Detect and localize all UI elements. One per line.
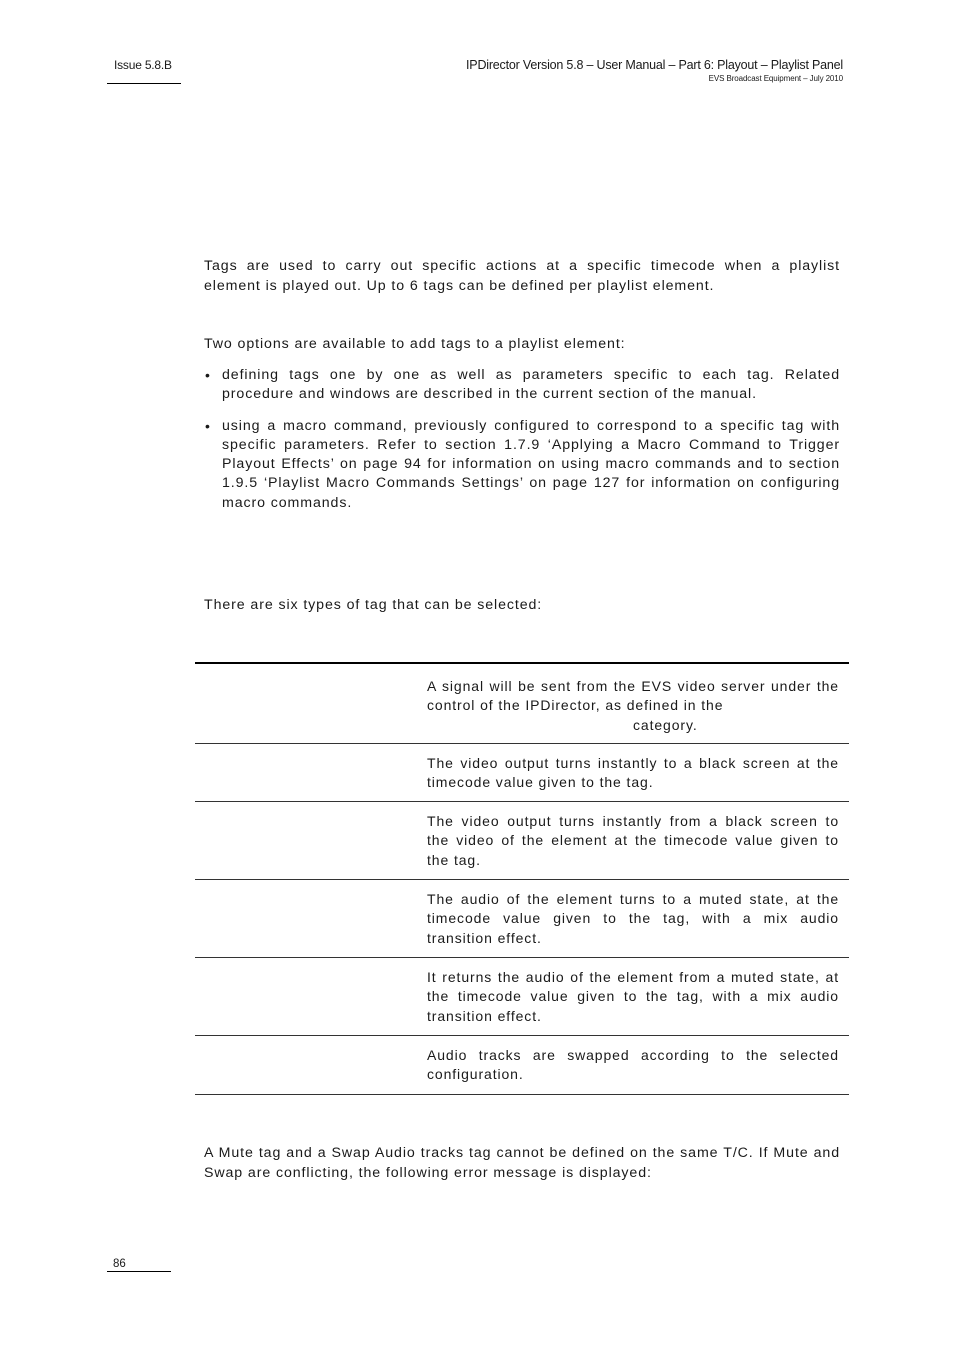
table-row	[195, 744, 849, 802]
bullet-icon: •	[205, 417, 211, 434]
option-text: defining tags one by one as well as parameters specific to each tag. Related procedure and windows are described in the current section of the manual.	[222, 367, 840, 403]
tag-description: It returns the audio of the element from a muted state, at the timecode value given to the tag, with a mix audio transition effect.	[427, 969, 839, 1024]
table-row	[195, 880, 849, 958]
list-item	[204, 366, 840, 405]
options-intro: Two options are available to add tags to a playlist element:	[204, 336, 626, 352]
bullet-icon: •	[205, 367, 211, 383]
document-title: IPDirector Version 5.8 – User Manual – Part 6: Playout – Playlist Panel	[466, 58, 843, 72]
tag-types-table	[195, 662, 849, 1095]
document-subtitle: EVS Broadcast Equipment – July 2010	[708, 74, 843, 83]
tag-description	[427, 677, 839, 735]
tag-description: Audio tracks are swapped according to the selected configuration.	[427, 1047, 839, 1083]
table-row	[195, 802, 849, 880]
table-row	[195, 664, 849, 744]
issue-label: Issue 5.8.B	[114, 58, 172, 72]
tag-description-text: A signal will be sent from the EVS video server under the control of the IPDirector, as defined in the	[427, 678, 839, 714]
table-row	[195, 1036, 849, 1095]
page-number-underline	[107, 1271, 171, 1272]
types-intro: There are six types of tag that can be selected:	[204, 597, 543, 613]
option-text: using a macro command, previously configured to correspond to a specific tag with specific parameters. Refer to section 1.7.9 ‘Applying a Macro Command to Trigger Playout Effects’ on page 94 for information on using macro commands and to section 1.9.5 ‘Playlist Macro Commands Settings’ on page 127 for information on configuring macro commands.	[222, 417, 840, 511]
note-paragraph: A Mute tag and a Swap Audio tracks tag cannot be defined on the same T/C. If Mute and Swap are conflicting, the following error message is displayed:	[204, 1145, 840, 1181]
tag-description-tail: category.	[633, 716, 698, 733]
tag-description: The video output turns instantly to a black screen at the timecode value given to the tag.	[427, 755, 839, 791]
list-item	[204, 417, 840, 513]
table-row	[195, 958, 849, 1036]
tag-description: The video output turns instantly from a black screen to the video of the element at the timecode value given to the tag.	[427, 813, 839, 868]
page-number: 86	[113, 1258, 126, 1270]
options-list	[204, 366, 840, 525]
intro-paragraph: Tags are used to carry out specific actions at a specific timecode when a playlist element is played out. Up to 6 tags can be defined per playlist element.	[204, 258, 840, 294]
issue-underline	[107, 83, 181, 84]
tag-description: The audio of the element turns to a muted state, at the timecode value given to the tag, with a mix audio transition effect.	[427, 891, 839, 946]
